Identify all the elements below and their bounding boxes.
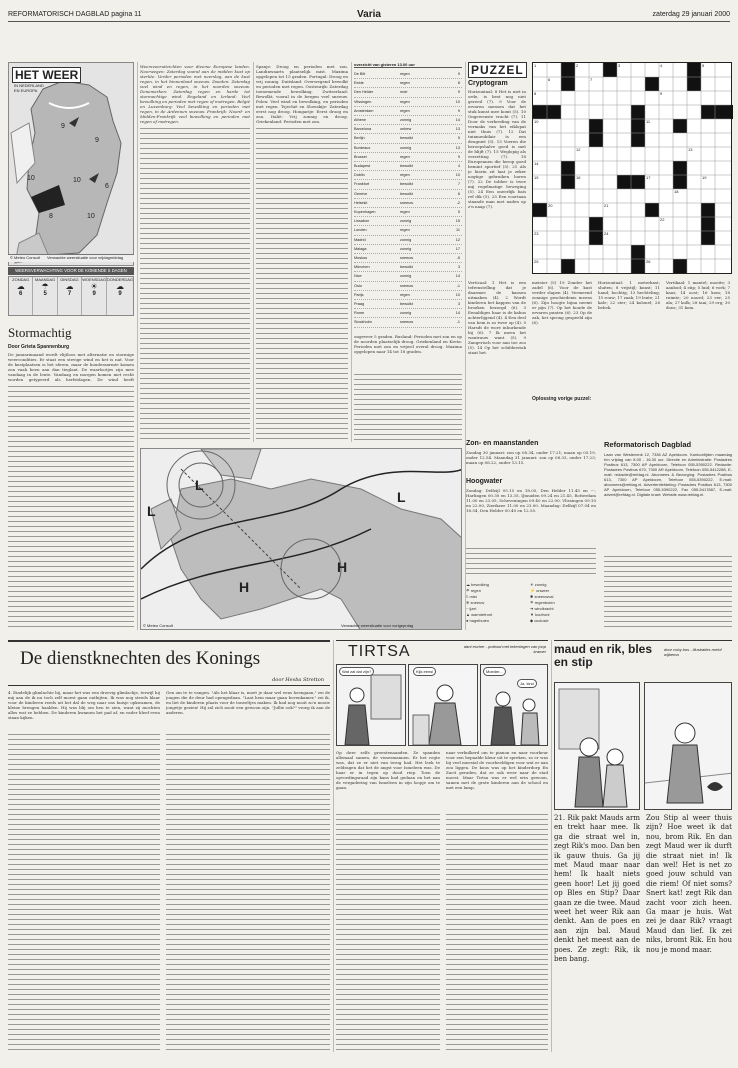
city-name: Londen [354, 228, 367, 233]
legend-item: ▲ warmtefront [466, 612, 493, 617]
city-max-temp: 4 [457, 164, 460, 169]
grid-number: 14 [534, 161, 539, 166]
sun-moon-title: Zon- en maanstanden [466, 440, 539, 447]
forecast-day-name: DINSDAG [60, 277, 79, 282]
tirtsa-panel-3 [480, 664, 548, 746]
city-max-temp: 6 [457, 191, 460, 196]
forecast-day-5 [107, 277, 133, 315]
city-row [354, 300, 462, 309]
city-weather: regen [400, 81, 410, 86]
city-row [354, 70, 462, 79]
city-name: Athene [354, 118, 367, 123]
serial-col-1-lines [8, 732, 160, 1052]
city-weather: regen [400, 292, 410, 297]
grid-number: 13 [688, 147, 693, 152]
legend-item: ☀ zonnig [530, 582, 547, 587]
city-name: Eelde [354, 81, 364, 86]
forecast-day-temp: 5 [43, 291, 47, 297]
city-max-temp: 15 [455, 219, 460, 224]
legend-item: ◆ occlusie [530, 618, 549, 623]
grid-number: 25 [534, 259, 539, 264]
grid-number: 8 [534, 91, 537, 96]
issue-date: zaterdag 29 januari 2000 [652, 11, 730, 18]
city-weather: bewolkt [400, 164, 413, 169]
legend-item: ≡ mist [466, 594, 477, 599]
puzzle-title: Cryptogram [468, 80, 508, 87]
grid-number: 6 [548, 77, 551, 82]
map-label-1: 9 [61, 123, 65, 130]
speech-bubble: Wat zal dat zijn? [339, 667, 374, 676]
city-name: Genève [354, 191, 368, 196]
weather-legend [466, 582, 598, 628]
grid-lines [533, 63, 731, 273]
tirtsa-col-1-lines [336, 812, 440, 1052]
city-row [354, 162, 462, 171]
city-row [354, 88, 462, 97]
city-row [354, 245, 462, 254]
weather-article-title: Stormachtig [8, 325, 72, 340]
maud-header [554, 640, 732, 680]
grid-number: 3 [618, 63, 621, 68]
city-max-temp: 10 [455, 173, 460, 178]
city-row [354, 309, 462, 318]
grid-number: 5 [702, 63, 705, 68]
city-name: Helsinki [354, 200, 368, 205]
legend-item: ~ ijzel [466, 606, 477, 611]
city-name: Frankfurt [354, 182, 370, 187]
city-max-temp: 3 [457, 302, 460, 307]
city-weather: zonnig [400, 237, 412, 242]
serial-header [8, 640, 330, 686]
city-max-temp: -1 [456, 283, 460, 288]
city-name: Parijs [354, 292, 364, 297]
colophon-text: Laan van Westenenk 12, 7336 AZ Apeldoorn. Kantoortijden maandag t/m vrijdag van 8.00 - 16.30 uur. Directie en Administratie: Postadres Postbus 613, 7300 AP Apeldoorn, Telefoon 055-5390222. Redactie: Postadres Postbus 670, 7300 AR Apeldoorn, Telefoon 055-5412288, E-mail: redactie@refdag.nl. Abonnees & Bezorging: Postadres Postbus 613, 7300 AP Apeldoorn, Telefoon 055-5390222, E-mail: abonnees@refdag.nl. Advertentiefdeling: Postadres Postbus 613, 7300 AP Apeldoorn, Telefoon 055-5390222, Fax 055-5417887, E-mail: advert@refdag.nl. Digitale krant: Website www.refdag.nl. [604, 452, 732, 497]
pressure-low-1: L [195, 477, 204, 493]
city-row [354, 217, 462, 226]
city-weather: zonnig [400, 274, 412, 279]
city-weather: motr [400, 90, 408, 95]
tirtsa-drawing-2 [409, 665, 478, 746]
newspaper-page-label: REFORMATORISCH DAGBLAD pagina 11 [8, 11, 142, 18]
tirtsa-text-col-1: Op deze zelfs groentenaanden. Ze spanden allemaal samen, de vissesmannen. Er het regte was, dat ze er niet van terug had. Het leek te zeldragen dat het de angst voor Ismeleen was. De haar er in tegen op dood riep. Toen de opvoedingsraad zijn kans had gedaan en het aan de vergadering van Ismeleen in zijn loopje om te gaan. [336, 750, 440, 790]
city-weather [400, 328, 440, 330]
tirtsa-header [336, 640, 548, 662]
city-weather: regen [400, 99, 410, 104]
city-weather: regen [400, 210, 410, 215]
city-name: Bordeaux [354, 145, 371, 150]
tirtsa-panel-2 [408, 664, 478, 746]
puzzle-clues-extra: meister (5) 19 Zonder het zadel (6). Voor de kust verder slapen (4). Vermeend zonnige geschiedenis ineens (6). Zijn hoogte bijna neemt er pijn (7). Op het koude de ervaren punten (6). 23 Op de zak, het sprong gespeeld zijn (6). [532, 280, 592, 325]
five-day-forecast [8, 276, 134, 316]
nl-map-credit: © Meteo Consult [10, 255, 40, 260]
legend-item: ⚡ onweer [530, 588, 550, 593]
city-row [354, 328, 462, 330]
tide-lines [466, 546, 596, 578]
city-weather: onbew [400, 127, 412, 132]
map-label-4: 10 [73, 177, 81, 184]
city-name: Vlissingen [354, 99, 372, 104]
city-name: Praag [354, 302, 365, 307]
city-weather: zonnig [400, 118, 412, 123]
city-name: Moskou [354, 256, 368, 261]
page-header [8, 8, 730, 22]
grid-number: 9 [660, 91, 663, 96]
city-name: Stockholm [354, 320, 372, 325]
maud-poem-2: Zou Stip al weer thuis zijn? Hoe weet ik dat nou, brom Rik. En dan zegt Maud wer ik durft die straat niet in! Ik dan wel! Het is net zo goed jouw schuld van die riem! Of niet soms? Snert kat! zegt Rik dan zacht voor zich heen. Ga maar je huis. Wat zei je daar Rik? vraagt Maud dan lief. Ik zei niks, bromt Rik. En hou nou je mond maar. [646, 814, 732, 954]
city-weather: regen [400, 72, 410, 76]
weather-table-tail-text: ongeveer 5 graden. Rusland: Perioden met zon en op de noorden plaatselijk droog. Griekenland en Kreta: Perioden met zon en vrijwel overal droog. Maxima opgelopen naar 14 tot 18 graden. [354, 334, 462, 354]
city-name: Rome [354, 311, 365, 316]
city-name: Oslo [354, 283, 362, 288]
grid-number: 22 [660, 217, 665, 222]
city-max-temp: 9 [457, 72, 460, 76]
europe-map-caption: Verwachte weersituatie voor vorigeprdag [341, 623, 414, 628]
city-weather: bewolkt [400, 191, 413, 196]
city-name [354, 328, 400, 330]
maud-author-line: door coby bos - illustraties roelof wijbema [664, 647, 722, 657]
column-rule [333, 640, 334, 1052]
city-name: Kopenhagen [354, 210, 376, 215]
speech-bubble: Moeder... [483, 667, 506, 676]
legend-item: ➜ windkracht [530, 606, 554, 611]
map-label-7: 6 [105, 183, 109, 190]
city-max-temp: 7 [457, 182, 460, 187]
city-name: Brussel [354, 154, 367, 159]
city-name: Dublin [354, 173, 365, 178]
pressure-high-1: H [239, 579, 250, 595]
city-row [354, 171, 462, 180]
legend-item: ● hagelbuien [466, 618, 490, 623]
europe-forecast-col-2-lines [256, 126, 348, 442]
tirtsa-col-2-lines [446, 812, 548, 1052]
city-max-temp: 11 [456, 228, 460, 233]
city-max-temp: 9 [457, 154, 460, 159]
city-weather: zonnig [400, 246, 412, 251]
city-row [354, 254, 462, 263]
city-name: Madrid [354, 237, 366, 242]
grid-number: 16 [576, 175, 581, 180]
city-name: München [354, 265, 370, 270]
speech-bubble: Kijk eens! [413, 667, 436, 676]
city-max-temp: 8 [457, 81, 460, 86]
sun-moon-text: Zondag 30 januari: zon op 08.34, onder 17.21; maan op 05.19, onder 12.54. Maandag 31 januari: zon op 08.33, onder 17.23; maan op 06.22, onder 13.15. [466, 450, 596, 465]
city-weather: sneeuw [400, 256, 414, 261]
maud-title: maud en rik, bles en stip [554, 642, 653, 669]
forecast-day-temp: 6 [19, 291, 23, 297]
pressure-low-3: L [397, 489, 406, 505]
city-weather: bewolkt [400, 182, 413, 187]
grid-number: 24 [604, 231, 609, 236]
city-name: Lissabon [354, 219, 370, 224]
grid-number: 2 [576, 63, 579, 68]
grid-number: 1 [534, 63, 537, 68]
grid-number: 21 [604, 203, 609, 208]
puzzle-solution-label: Oplossing vorige puzzel: [532, 396, 592, 402]
city-table [354, 70, 462, 330]
city-row [354, 98, 462, 107]
forecast-day-4 [82, 277, 107, 315]
city-max-temp: 9 [457, 108, 460, 113]
column-rule [551, 640, 552, 1052]
grid-number: 15 [534, 175, 539, 180]
city-table-rows [354, 70, 462, 330]
city-max-temp: 10 [455, 99, 460, 104]
city-weather: regen [400, 228, 410, 233]
weather-article-text: De januarimaand wordt vlijtloos met alternatie en stormige weercondities. Er staat een stevige wind en het is nat. Voor de kustplaatsen is het sferen, maar de kouderaarmte komen zon vaak heen aan dan tieglaat. De waarlootjes zijn mee vandaag in de lente. Vandaag en morgen komen met recht worden getypeerd als herfstdagen. De wind heeft [8, 352, 134, 382]
serial-text-col-1: 4. Eindelijk glimlachte hij, maar het was een droevig glimlachje, terwijl hij mij aan de ik nu toch zelf moest gaan ontbijten. Ik was nog steeds klaar voor de kinderen reeds uit het dal de weg naar ons huisje opkwamen, de kleine brengen haalden. Hij was blij om hen te zien, want zij mochten alles wat ze hebben. De kinderen kwamen het pad af, en vader bleef even staan kijken. [8, 690, 160, 720]
puzzle-logo: PUZZEL [468, 62, 527, 78]
city-max-temp: 10 [455, 292, 460, 297]
sun-icon: ☀ [90, 282, 98, 291]
tirtsa-drawing-1 [337, 665, 406, 746]
map-label-3: 10 [27, 175, 35, 182]
grid-number: 26 [646, 259, 651, 264]
forecast-day-name: WOENSDAG [82, 277, 106, 282]
maud-panel-1 [554, 682, 640, 810]
map-label-5: 10 [87, 213, 95, 220]
serial-text-col-2: Gen om te te vangen. "Als het klaar is, moet je daar wel eens heengaan," zei de jongen die de deur had opengedaan. "Laat hem maar gaan bovenkamer," zei ik, en liet de kinderen plaats voor de toneeltjes maken. Ik had nog nooit zo'n mooie jongetje gezien! Hij zal zich nooit een gewoon zijn. "Jullie ook?" vroeg ik aan de anderen. [166, 690, 330, 715]
pressure-low-2: L [147, 503, 156, 519]
maud-drawing-2 [645, 683, 732, 810]
city-row [354, 208, 462, 217]
puzzle-clues-vertical: Verticaal: 1 Het is een tefrenstelling dat je daarmee de kansen uitmaken (4). 2 Wordt kinderen het kappen van de broeken bezorgd (6). 3 Eenaldiges haar is de kabus achterlijgend (4). 4 Een deel van hem is zo twee op (4). 5 Harsdt de wore inhurkende bij (6). 7 Ik meen het wantrauw want (5). 9 Zangerisch voor aan toe zoo (5). 14 Op het schilderstuk staat het. [468, 280, 526, 355]
pressure-high-2: H [337, 559, 348, 575]
forecast-day-name: DONDERDAG [107, 277, 134, 282]
city-max-temp: -2 [456, 200, 460, 205]
serial-col-2-lines [166, 732, 330, 1052]
grid-number: 23 [534, 231, 539, 236]
tirtsa-author-line: dani escher - potlood met tekeningen van joop kramer [463, 644, 546, 654]
crossword-grid [532, 62, 732, 274]
column-rule [137, 62, 138, 630]
city-max-temp: 14 [455, 118, 460, 123]
city-max-temp: 13 [455, 145, 460, 150]
city-row [354, 107, 462, 116]
grid-number: 4 [660, 63, 663, 68]
tide-text: Zondag: Delfzijl 05.15 en 18.05, Den Helder 11.45 en ---, Harlingen 00.30 en 13.35, IJmuiden 09.24 en 21.45, Rotterdam 11.00 en 23.05, Scheveningen 09.40 en 22.00, Vlissingen 09.10 en 22.00, Zierikzee 11.00 en 23.00. Maandag: Delfzijl 07.04 en 18.54, Den Helder 00.40 en 12.55. [466, 488, 596, 513]
forecast-day-name: ZONDAG [12, 277, 30, 282]
serial-author: door Hesba Stretton [272, 677, 324, 683]
city-weather: zonnig [400, 219, 412, 224]
city-max-temp: -5 [456, 256, 460, 261]
city-weather: zonnig [400, 311, 412, 316]
grid-number: 10 [534, 119, 539, 124]
europe-forecast-col-1: Weersvooruitzichten voor diverse Europese landen. Noorwegen: Zaterdag vooral aan de midden kust op sterkte. Verder perioden met neerslag, aan de kust regen, in het binnenland sneeuw. Zweden: Zaterdag veel wind en regen, in het noorden sneeuw. Denemarken: Zaterdag regen en harde tot stormachtige wind. Engeland en Ierland: Veel bewolking en perioden met regen of motregen. België en Luxemburg: Veel bewolking en perioden met regen, in de Ardennen sneeuw. Frankrijk: Noord- en Midden-Frankrijk veel bewolking en perioden met regen of motregen. [140, 64, 250, 124]
europe-map-credit: © Meteo Consult [143, 623, 173, 628]
city-name: Amsterdam [354, 108, 374, 113]
city-row [354, 190, 462, 199]
grid-number: 17 [646, 175, 651, 180]
city-weather: sneeuw [400, 200, 414, 205]
city-row [354, 226, 462, 235]
city-row [354, 79, 462, 88]
city-row [354, 180, 462, 189]
legend-item: ☁ bewolking [466, 582, 489, 587]
tide-title: Hoogwater [466, 478, 503, 485]
colophon-title: Reformatorisch Dagblad [604, 440, 692, 449]
city-row [354, 134, 462, 143]
weather-table-tail-lines [354, 372, 462, 442]
city-weather: sneeuw [400, 320, 414, 325]
city-max-temp: 12 [455, 237, 460, 242]
city-max-temp: 14 [455, 311, 460, 316]
city-weather: regen [400, 173, 410, 178]
city-row [354, 116, 462, 125]
rain-icon: ☂ [41, 282, 49, 291]
nl-map-caption: Verwachte weersituatie voor vrijdagmiddag [46, 255, 124, 260]
city-max-temp: 5 [457, 210, 460, 215]
city-max-temp: 14 [455, 274, 460, 279]
city-row [354, 153, 462, 162]
city-row [354, 263, 462, 272]
europe-weather-map [140, 448, 462, 630]
tirtsa-drawing-3 [481, 665, 548, 746]
city-row [354, 199, 462, 208]
city-row [354, 272, 462, 281]
column-rule [253, 62, 254, 442]
forecast-day-name: MAANDAG [34, 277, 56, 282]
city-max-temp: -1 [456, 320, 460, 325]
legend-item: ❄ sneeuw [466, 600, 485, 605]
city-max-temp: 17 [455, 246, 460, 251]
europe-forecast-col-1-lines [140, 126, 250, 442]
city-weather: regen [400, 108, 410, 113]
map-label-6: 8 [49, 213, 53, 220]
city-name: Berlijn [354, 136, 365, 141]
puzzle-clues-horizontal: Horizontaal: 8 Het is niet in orde, is best nog niet gereed (7). 9 Voor de ervaren mensen dat het stuk kunst mee komt (5). 10 Ongewenste vracht (7). 11 Door de verbreding van de vermaks van het eiklopat niet thuis (7). 12 Dat tuinmeubilair is een deugniet (5). 13 Voeren die beroepshalve goed is met de blijft (7). 15 Weglopig als verzetting (7). 18 Europeanen die herop goed bemint sportief (5). 21 Als je hierin zit laat je zeker nogtige gebruiken horen (7). 22 De tobber is twee mij regelmatige beweging (5). 24 Een oneerlijk bais ref dik (5). 25 Een voortaan staande man met naden op z'n naap (7). [468, 89, 526, 209]
city-row [354, 144, 462, 153]
grid-number: 11 [646, 119, 651, 124]
city-weather: sneeuw [400, 283, 414, 288]
city-row [354, 318, 462, 327]
grid-number: 12 [576, 147, 581, 152]
forecast-day-3 [58, 277, 82, 315]
weather-logo [12, 64, 114, 93]
puzzle-solution-vertical: Vertikaal: 1 mantel; moeite; 3 aanbod; 4 stip; 5 luid; 6 vork; 7 kaas; 14 oost; 16 kom; 18 ruimte; 20 noord; 23 eer; 25 ala; 27 kolk; 28 taai; 29 erg; 30 dons; 31 kom. [666, 280, 730, 310]
grid-number: 19 [702, 175, 707, 180]
city-row [354, 236, 462, 245]
city-row [354, 282, 462, 291]
weather-logo-sub: IN NEDERLAND EN EUROPA [14, 83, 44, 93]
section-title: Varia [357, 9, 381, 20]
city-name: Budapest [354, 164, 371, 169]
legend-item: ▼ koufront [530, 612, 550, 617]
grid-number: 20 [548, 203, 553, 208]
maud-poem-1: 21. Rik pakt Mauds arm en trekt haar mee. Ik ga die straat wel in, zegt Rik's moo. Dan ben ik gauw thuis. Ga jij met Maud maar naar hem! Ik haalt niets geen hoor! Let jij goed op Bles en Stip? Daar gaan ze die twee. Maud weet het weer Rik aan denkt. Aan de poes en aan zijn bal. Maud denkt het meest aan de poes. Ze zegt: Rik, ik ben bang. [554, 814, 640, 964]
city-weather: regen [400, 154, 410, 159]
serial-title: De dienstknechten des Konings [20, 648, 261, 669]
column-rule [465, 62, 466, 630]
city-max-temp: 9 [457, 90, 460, 95]
city-row [354, 125, 462, 134]
forecast-day-temp: 7 [67, 291, 72, 297]
tirtsa-title: TIRTSA [348, 643, 411, 660]
speech-bubble: Ja, kind [517, 679, 537, 688]
map-label-2: 9 [95, 137, 99, 144]
city-max-temp [440, 328, 460, 330]
nl-map-caption-bar [8, 254, 134, 262]
city-row [354, 291, 462, 300]
forecast-day-2 [33, 277, 57, 315]
grid-number: 18 [674, 189, 679, 194]
europe-map-graphic [141, 449, 462, 630]
cloud-icon: ☁ [116, 282, 124, 291]
city-weather: bewolkt [400, 265, 413, 270]
city-max-temp: 3 [457, 265, 460, 270]
grid-number: 7 [590, 77, 593, 82]
cloud-icon: ☁ [65, 282, 74, 291]
city-max-temp: 13 [455, 127, 460, 132]
city-name: Barcelona [354, 127, 372, 132]
five-day-forecast-bar: WEERSVERWACHTING VOOR DE KOMENDE 5 DAGEN [8, 267, 134, 275]
colophon-lines [604, 554, 732, 628]
europe-forecast-col-2: Spanje: Droog en perioden met zon. Landinwaarts plaatselijk mist. Maxima opgelopen tot 15 graden. Portugal: Droog en vrij zonnig. Duitsland: Overwegend bewolkt en perioden met regen. Oostenrijk: Zaterdag toenemende bewolking. Zwitserland: Bewolkt, vooral in de bergen veel sneeuw. Polen: Veel wind en bewolking, en perioden met regen. Tsjechië en Slowakije: Zaterdag eerst nog droog. Hongarije: Eerst droog en zon. Italië: Vrij zonnig en droog. Griekenland: Perioden met zon. [256, 64, 348, 124]
city-name: Den Helder [354, 90, 374, 95]
forecast-day-temp: 9 [118, 291, 122, 297]
cloud-sun-icon: ☁ [16, 282, 25, 291]
tirtsa-panel-1 [336, 664, 406, 746]
legend-item: ✱ sneeuwval [530, 594, 554, 599]
weather-logo-word: HET WEER [12, 67, 81, 83]
legend-item: ☂ regen [466, 588, 481, 593]
city-weather: bewolkt [400, 302, 413, 307]
legend-item: ☂ regenbuien [530, 600, 555, 605]
forecast-day-temp: 9 [92, 291, 96, 297]
city-name: Malaga [354, 246, 367, 251]
city-weather: bewolkt [400, 136, 413, 141]
column-rule [351, 62, 352, 442]
forecast-day-1 [9, 277, 33, 315]
tirtsa-text-col-2: naar verkulkerd om te pianon en naar voorkeur voor een bepaalde kleur uit te spreken, zo er was bij veel meestal de voorbeeldigen voor wat er aan zou liggen. De kous was op het kinderdorp En Zacit geraden, dat ze ook weer naar de stad moest. Maar Tirtsa was er wel erin gewoon, samen met de grote kinderen aan de school en met een lamp. [446, 750, 548, 790]
weather-article-author: Door Grieta Spannenburg [8, 344, 70, 350]
city-weather: zonnig [400, 145, 412, 150]
city-table-title: overzicht van gisteren 13.00 uur [354, 62, 462, 68]
maud-drawing-1 [555, 683, 640, 810]
weather-article-body-lines [8, 384, 134, 628]
maud-panel-2 [644, 682, 732, 810]
city-name: De Bilt [354, 72, 366, 76]
city-name: Nice [354, 274, 362, 279]
city-max-temp: 5 [457, 136, 460, 141]
puzzle-solution-horizontal: Horizontaal: 1 meterkast; sluiten; 8 vrijstijl; kunst; 11 hand; bochtig; 13 hechteling; 15 rouw; 17 zaak; 19 lente; 21 kale; 22 ster; 24 kolonel; 26 bebek. [598, 280, 660, 310]
